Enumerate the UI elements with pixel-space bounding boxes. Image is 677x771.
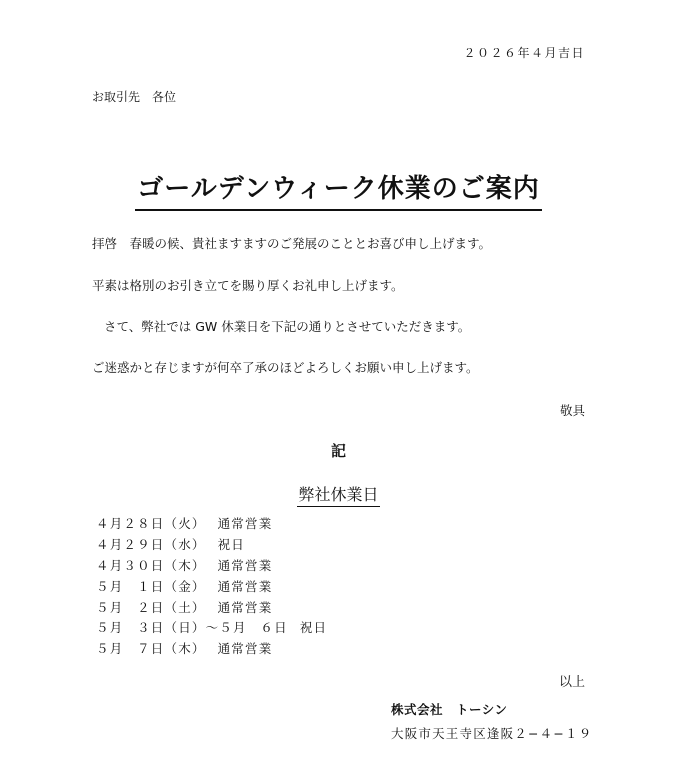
schedule-date: ４月３０日（木） [96,557,206,573]
schedule-date: ４月２８日（火） [96,516,206,531]
schedule-status: 通常営業 [217,599,273,615]
schedule-date: ５月 ３日（日）～５月 ６日 [96,620,288,636]
closing-word: 敬具 [559,403,585,418]
schedule-row [96,618,327,639]
schedule-status: 祝日 [299,620,328,636]
schedule-date: ４月２９日（水） [96,536,206,552]
document-title-text: ゴールデンウィーク休業のご案内 [135,168,541,211]
notice-mark: 記 [330,442,346,460]
sender-company: 株式会社 トーシン [391,702,508,717]
schedule-date: ５月 １日（金） [96,578,206,594]
schedule-status: 通常営業 [217,641,273,657]
schedule-status: 祝日 [217,536,246,552]
schedule-row [96,556,327,577]
document-title [0,168,677,211]
schedule-date: ５月 ２日（土） [96,599,206,615]
schedule-row [96,639,327,660]
schedule-status: 通常営業 [217,557,273,573]
schedule-date: ５月 ７日（木） [96,641,206,657]
issue-date: ２０２６年４月吉日 [463,46,585,60]
schedule-row [96,598,327,619]
schedule-status: 通常営業 [217,516,273,531]
holiday-schedule [96,514,327,660]
greeting-paragraph: 拝啓 春暖の候、貴社ますますのご発展のこととお喜び申し上げます。 [92,236,492,251]
schedule-row [96,514,327,535]
sender-address: 大阪市天王寺区逢阪２−４−１９ [391,726,593,741]
thanks-paragraph: 平素は格別のお引き立てを賜り厚くお礼申し上げます。 [92,278,404,293]
holiday-heading [0,482,677,507]
end-mark: 以上 [558,675,585,690]
schedule-row [96,535,327,556]
schedule-status: 通常営業 [217,578,273,594]
recipient-line: お取引先 各位 [92,90,177,104]
apology-paragraph: ご迷惑かと存じますが何卒了承のほどよろしくお願い申し上げます。 [92,360,479,375]
schedule-row [96,577,327,598]
announcement-paragraph: さて、弊社では GW 休業日を下記の通りとさせていただきます。 [104,319,471,334]
holiday-heading-text: 弊社休業日 [297,482,379,507]
